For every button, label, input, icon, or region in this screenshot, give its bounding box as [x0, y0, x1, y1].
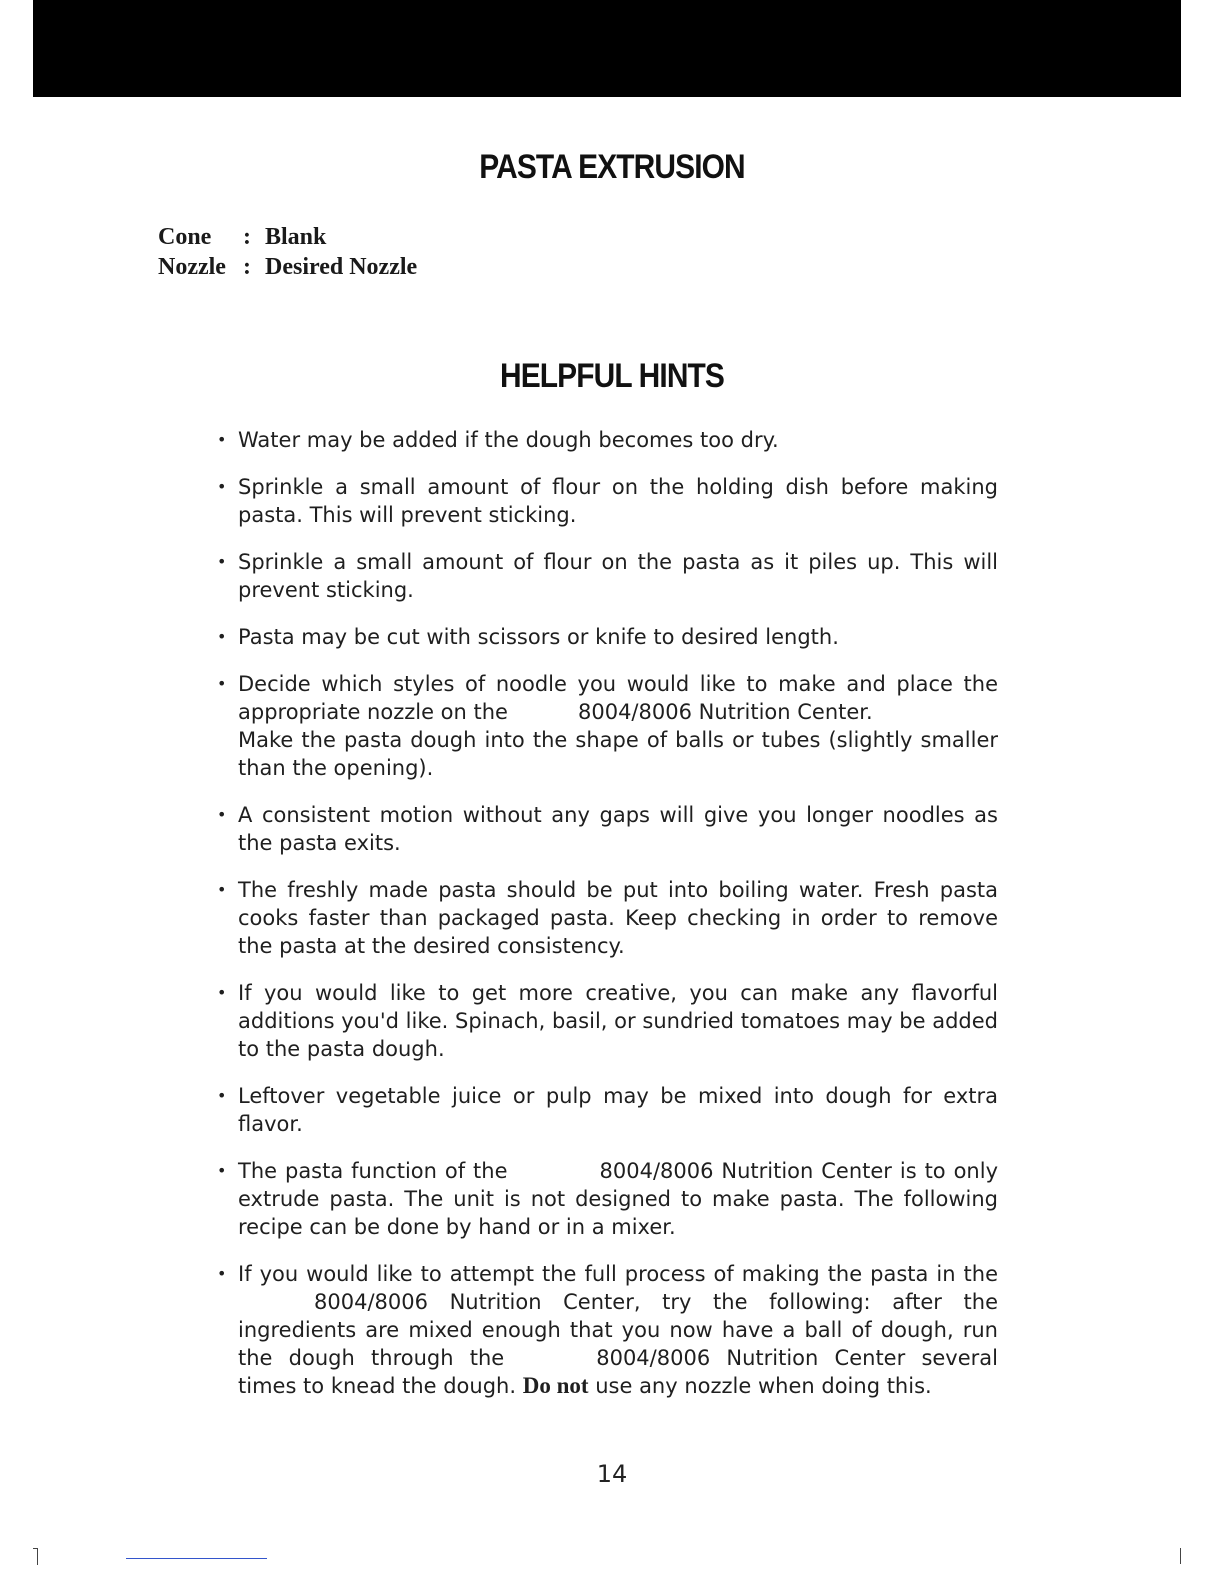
hint-text: 8004/8006 Nutrition Center. [577, 700, 873, 724]
hints-title: HELPFUL HINTS [499, 357, 725, 395]
hint-item: • Water may be added if the dough becomes too dry. [217, 426, 998, 454]
cone-value: Blank [265, 224, 327, 250]
hint-text: 8004/8006 Nutrition Center several times to knead the dough. [238, 1346, 998, 1398]
hint-text: The pasta function of the [238, 1159, 508, 1183]
spec-row-nozzle [158, 252, 417, 282]
hint-text: Make the pasta dough into the shape of balls or tubes (slightly smaller than the opening). [238, 728, 998, 780]
hint-item [217, 1157, 998, 1241]
hint-emphasis: Do not [522, 1373, 589, 1398]
crop-mark-right [1180, 1548, 1181, 1564]
spec-block [158, 222, 417, 282]
hint-item: • If you would like to get more creative, you can make any flavorful additions you'd like. Spinach, basil, or sundried tomatoes may be added to the pasta dough. [217, 979, 998, 1063]
page-title: PASTA EXTRUSION [479, 148, 745, 186]
hint-item: • Pasta may be cut with scissors or knife to desired length. [217, 623, 998, 651]
hint-item: • Sprinkle a small amount of flour on the holding dish before making pasta. This will prevent sticking. [217, 473, 998, 529]
hint-text: 8004/8006 Nutrition Center, try the following: after the ingredients are mixed enough that you now have a ball of dough, run the dough through the [238, 1290, 998, 1370]
hint-item: • Leftover vegetable juice or pulp may be mixed into dough for extra flavor. [217, 1082, 998, 1138]
hint-text: use any nozzle when doing this. [595, 1374, 932, 1398]
hint-item: • The freshly made pasta should be put into boiling water. Fresh pasta cooks faster than packaged pasta. Keep checking in order to remove the pasta at the desired consistency. [217, 876, 998, 960]
hint-text: 8004/8006 Nutrition Center is to only extrude pasta. The unit is not designed to make pasta. The following recipe can be done by hand or in a mixer. [238, 1159, 998, 1239]
hint-item: • A consistent motion without any gaps will give you longer noodles as the pasta exits. [217, 801, 998, 857]
spec-row-cone [158, 222, 417, 252]
header-bar [33, 0, 1181, 97]
nozzle-value: Desired Nozzle [265, 254, 418, 280]
crop-mark-left [33, 1548, 38, 1565]
nozzle-label: Nozzle [158, 254, 226, 280]
page-number: 14 [596, 1460, 628, 1488]
hint-text: Decide which styles of noodle you would like to make and place the appropriate nozzle on the [238, 672, 998, 724]
hint-item: • Sprinkle a small amount of flour on the pasta as it piles up. This will prevent sticking. [217, 548, 998, 604]
cone-label: Cone [158, 224, 212, 250]
hint-item [217, 1260, 998, 1400]
hint-text: If you would like to attempt the full process of making the pasta in the [238, 1262, 998, 1286]
hint-item [217, 670, 998, 782]
cone-colon: : [243, 224, 251, 250]
nozzle-colon: : [243, 254, 251, 280]
hints-list [217, 426, 998, 1419]
footer-rule [126, 1558, 267, 1559]
